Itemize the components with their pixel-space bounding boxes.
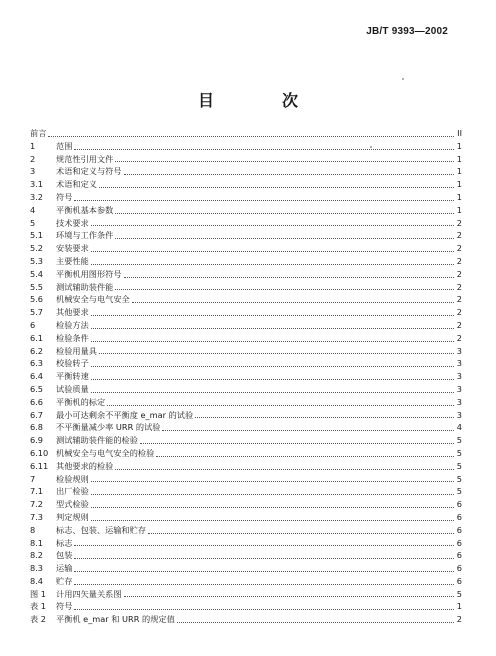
- toc-leader-dots: [115, 238, 454, 239]
- toc-entry[interactable]: [30, 370, 462, 383]
- page-title: 目 次: [197, 91, 324, 110]
- toc-entry-number: 3.2: [30, 191, 44, 202]
- toc-entry-number: 表 2: [30, 614, 46, 625]
- toc-entry-number: 3.1: [30, 179, 44, 190]
- toc-leader-dots: [91, 392, 454, 393]
- toc-leader-dots: [148, 533, 454, 534]
- toc-entry[interactable]: [30, 383, 462, 396]
- toc-entry[interactable]: [30, 345, 462, 358]
- toc-entry-number: 7.2: [30, 499, 44, 510]
- toc-entry-label: 平衡转速: [56, 371, 89, 382]
- toc-entry-number: 5.1: [30, 230, 44, 241]
- toc-entry-page: 1: [456, 191, 462, 202]
- toc-entry-label: 检验用量具: [56, 345, 97, 356]
- toc-entry-page: 2: [456, 217, 462, 228]
- toc-entry-label: 符号: [56, 601, 73, 612]
- toc-leader-dots: [156, 456, 454, 457]
- toc-entry-number: 7.3: [30, 511, 44, 522]
- toc-entry[interactable]: [30, 511, 462, 524]
- toc-entry-page: 6: [456, 550, 462, 561]
- toc-leader-dots: [74, 558, 454, 559]
- toc-leader-dots: [91, 481, 454, 482]
- toc-entry-page: 1: [456, 166, 462, 177]
- toc-entry-page: 5: [456, 473, 462, 484]
- toc-entry[interactable]: [30, 613, 462, 626]
- toc-entry-label: 机械安全与电气安全: [56, 294, 130, 305]
- toc-entry-page: 6: [456, 499, 462, 510]
- toc-entry-label: 平衡机的标定: [56, 396, 106, 407]
- toc-entry-number: 5.4: [30, 268, 44, 279]
- toc-entry-number: 7: [30, 473, 36, 484]
- toc-leader-dots: [91, 507, 454, 508]
- toc-entry-page: 6: [456, 575, 462, 586]
- toc-entry[interactable]: [30, 409, 462, 422]
- toc-entry-label: 运输: [56, 563, 73, 574]
- toc-entry-number: 8.1: [30, 537, 44, 548]
- toc-entry-number: 5.6: [30, 294, 44, 305]
- toc-entry[interactable]: [30, 498, 462, 511]
- toc-entry-label: 检验规则: [56, 473, 89, 484]
- scan-speck: [370, 146, 372, 148]
- toc-entry-page: 2: [456, 230, 462, 241]
- toc-entry-number: 1: [30, 140, 36, 151]
- toc-entry-number: 前言: [30, 128, 47, 138]
- toc-entry[interactable]: [30, 165, 462, 178]
- toc-entry-label: 符号: [56, 191, 73, 202]
- toc-entry-label: 贮存: [56, 575, 73, 586]
- toc-entry[interactable]: [30, 473, 462, 486]
- toc-entry[interactable]: [30, 434, 462, 447]
- toc-entry-label: 判定规则: [56, 511, 89, 522]
- toc-entry-number: 图 1: [30, 588, 46, 599]
- toc-entry[interactable]: [30, 357, 462, 370]
- toc-leader-dots: [115, 213, 454, 214]
- toc-entry[interactable]: [30, 396, 462, 409]
- toc-entry-label: 包装: [56, 550, 73, 561]
- toc-entry-page: 2: [456, 281, 462, 292]
- toc-entry-label: 型式检验: [56, 499, 89, 510]
- toc-entry-number: 7.1: [30, 486, 44, 497]
- toc-entry-page: 3: [456, 358, 462, 369]
- toc-entry-label: 计用四矢量关系图: [56, 588, 122, 599]
- toc-entry-label: 标志: [56, 537, 73, 548]
- toc-entry-page: 3: [456, 409, 462, 420]
- toc-entry[interactable]: [30, 293, 462, 306]
- toc-entry-number: 6.9: [30, 435, 44, 446]
- toc-entry-number: 6: [30, 319, 36, 330]
- toc-leader-dots: [140, 443, 454, 444]
- toc-entry-page: 5: [456, 460, 462, 471]
- toc-entry-page: 2: [456, 243, 462, 254]
- toc-entry[interactable]: [30, 588, 462, 601]
- toc-leader-dots: [74, 200, 454, 201]
- toc-entry-page: 3: [456, 345, 462, 356]
- toc-entry-page: 3: [456, 383, 462, 394]
- toc-entry-label: 机械安全与电气安全的检验: [56, 447, 155, 458]
- toc-leader-dots: [91, 520, 454, 521]
- toc-entry[interactable]: [30, 485, 462, 498]
- toc-entry[interactable]: [30, 332, 462, 345]
- toc-entry-label: 平衡机基本参数: [56, 204, 114, 215]
- toc-entry-label: 安装要求: [56, 243, 89, 254]
- toc-entry-page: 5: [456, 447, 462, 458]
- toc-leader-dots: [115, 161, 454, 162]
- toc-leader-dots: [124, 277, 454, 278]
- toc-entry-page: 2: [456, 268, 462, 279]
- toc-entry-page: 1: [456, 601, 462, 612]
- toc-entry-label: 测试辅助装件能: [56, 281, 114, 292]
- toc-entry-number: 6.7: [30, 409, 44, 420]
- toc-entry-page: 5: [456, 588, 462, 599]
- toc-entry[interactable]: [30, 549, 462, 562]
- toc-entry[interactable]: [30, 306, 462, 319]
- toc-entry-number: 5.3: [30, 255, 44, 266]
- toc-entry-number: 8: [30, 524, 36, 535]
- toc-entry-page: 2: [456, 332, 462, 343]
- toc-leader-dots: [124, 174, 454, 175]
- toc-entry-label: 规范性引用文件: [56, 153, 114, 164]
- toc-entry-page: 3: [456, 371, 462, 382]
- toc-leader-dots: [74, 609, 454, 610]
- toc-entry-number: 6.2: [30, 345, 44, 356]
- toc-leader-dots: [107, 405, 454, 406]
- toc-entry[interactable]: [30, 191, 462, 204]
- toc-entry-label: 术语和定义与符号: [56, 166, 122, 177]
- toc-entry-number: 3: [30, 166, 36, 177]
- toc-entry-label: 测试辅助装件能的检验: [56, 435, 138, 446]
- toc-entry[interactable]: [30, 229, 462, 242]
- toc-entry[interactable]: [30, 140, 462, 153]
- toc-entry[interactable]: [30, 153, 462, 166]
- toc-entry-label: 校验转子: [56, 358, 89, 369]
- toc-leader-dots: [99, 353, 454, 354]
- toc-entry[interactable]: [30, 242, 462, 255]
- toc-leader-dots: [48, 136, 454, 137]
- toc-entry[interactable]: [30, 537, 462, 550]
- toc-entry-page: 2: [456, 255, 462, 266]
- toc-entry[interactable]: [30, 460, 462, 473]
- toc-entry[interactable]: [30, 600, 462, 613]
- toc-entry-page: II: [457, 128, 462, 138]
- toc-entry-number: 4: [30, 204, 36, 215]
- toc-entry-number: 5.2: [30, 243, 44, 254]
- toc-entry-page: 2: [456, 319, 462, 330]
- toc-entry[interactable]: [30, 204, 462, 217]
- toc-leader-dots: [99, 187, 454, 188]
- toc-entry-label: 检验条件: [56, 332, 89, 343]
- standard-code: JB/T 9393—2002: [366, 26, 448, 37]
- toc-entry-number: 6.4: [30, 371, 44, 382]
- toc-entry[interactable]: [30, 562, 462, 575]
- toc-entry-page: 5: [456, 486, 462, 497]
- toc-leader-dots: [91, 328, 454, 329]
- toc-entry-number: 6.5: [30, 383, 44, 394]
- toc-entry-label: 主要性能: [56, 255, 89, 266]
- toc-entry-label: 不平衡量减少率 URR 的试验: [56, 422, 161, 433]
- toc-leader-dots: [74, 149, 454, 150]
- toc-entry-label: 试验质量: [56, 383, 89, 394]
- toc-leader-dots: [91, 379, 454, 380]
- toc-entry-page: 6: [456, 511, 462, 522]
- toc-entry[interactable]: [30, 178, 462, 191]
- toc-entry-page: 4: [456, 422, 462, 433]
- toc-entry-label: 标志、包装、运输和贮存: [56, 524, 147, 535]
- toc-entry-number: 2: [30, 153, 36, 164]
- toc-leader-dots: [91, 315, 454, 316]
- toc-leader-dots: [91, 225, 454, 226]
- toc-entry-page: 1: [456, 179, 462, 190]
- toc-entry[interactable]: [30, 127, 462, 140]
- toc-entry-number: 5.5: [30, 281, 44, 292]
- toc-entry[interactable]: [30, 217, 462, 230]
- toc-leader-dots: [91, 366, 454, 367]
- toc-entry-label: 术语和定义: [56, 179, 97, 190]
- toc-entry[interactable]: [30, 447, 462, 460]
- toc-leader-dots: [91, 341, 454, 342]
- toc-leader-dots: [115, 469, 454, 470]
- table-of-contents: [30, 127, 462, 626]
- toc-entry[interactable]: [30, 255, 462, 268]
- toc-leader-dots: [162, 430, 454, 431]
- toc-entry-number: 5: [30, 217, 36, 228]
- toc-entry-number: 6.11: [30, 460, 49, 471]
- toc-entry[interactable]: [30, 575, 462, 588]
- toc-entry-label: 其他要求的检验: [56, 460, 114, 471]
- toc-entry-label: 平衡机 e_mar 和 URR 的规定值: [56, 614, 175, 625]
- toc-entry-page: 2: [456, 307, 462, 318]
- toc-leader-dots: [195, 417, 454, 418]
- toc-leader-dots: [132, 302, 454, 303]
- toc-leader-dots: [74, 584, 454, 585]
- toc-entry-page: 6: [456, 524, 462, 535]
- toc-leader-dots: [91, 264, 454, 265]
- toc-entry-number: 6.10: [30, 447, 49, 458]
- toc-entry[interactable]: [30, 319, 462, 332]
- toc-leader-dots: [91, 494, 454, 495]
- toc-entry-page: 6: [456, 563, 462, 574]
- toc-entry-number: 8.3: [30, 563, 44, 574]
- toc-entry-number: 8.4: [30, 575, 44, 586]
- toc-entry-number: 5.7: [30, 307, 44, 318]
- toc-entry[interactable]: [30, 524, 462, 537]
- toc-entry-label: 检验方法: [56, 319, 89, 330]
- toc-entry-label: 环境与工作条件: [56, 230, 114, 241]
- toc-entry-page: 2: [456, 294, 462, 305]
- toc-leader-dots: [124, 596, 454, 597]
- toc-entry-number: 表 1: [30, 601, 46, 612]
- toc-entry[interactable]: [30, 281, 462, 294]
- toc-entry-number: 6.1: [30, 332, 44, 343]
- toc-leader-dots: [74, 571, 454, 572]
- toc-entry-number: 6.3: [30, 358, 44, 369]
- toc-leader-dots: [115, 289, 454, 290]
- toc-entry-page: 1: [456, 140, 462, 151]
- toc-entry-number: 8.2: [30, 550, 44, 561]
- toc-entry-number: 6.6: [30, 396, 44, 407]
- scan-speck: [402, 78, 404, 80]
- toc-entry-label: 其他要求: [56, 307, 89, 318]
- toc-entry-label: 技术要求: [56, 217, 89, 228]
- toc-entry-label: 最小可达剩余不平衡度 e_mar 的试验: [56, 409, 194, 420]
- toc-entry-page: 1: [456, 153, 462, 164]
- toc-entry[interactable]: [30, 421, 462, 434]
- toc-entry[interactable]: [30, 268, 462, 281]
- toc-entry-page: 6: [456, 537, 462, 548]
- toc-entry-label: 范围: [56, 140, 73, 151]
- toc-entry-number: 6.8: [30, 422, 44, 433]
- toc-leader-dots: [74, 545, 454, 546]
- toc-leader-dots: [91, 251, 454, 252]
- toc-leader-dots: [177, 622, 454, 623]
- toc-entry-label: 出厂检验: [56, 486, 89, 497]
- toc-entry-page: 1: [456, 204, 462, 215]
- toc-entry-page: 5: [456, 435, 462, 446]
- toc-entry-page: 2: [456, 614, 462, 625]
- toc-entry-label: 平衡机用图形符号: [56, 268, 122, 279]
- toc-entry-page: 3: [456, 396, 462, 407]
